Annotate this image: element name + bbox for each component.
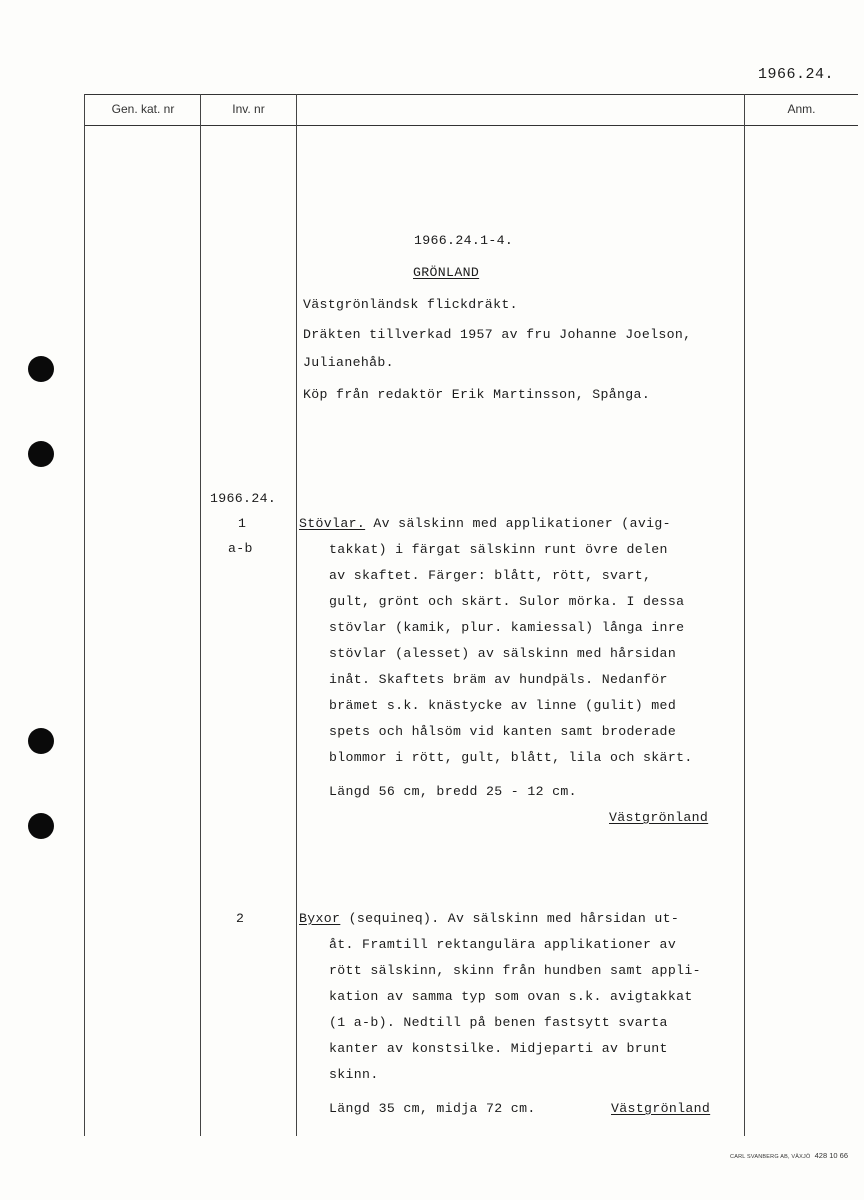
entry-description-line: åt. Framtill rektangulära applikationer av (329, 937, 677, 952)
punch-hole (28, 728, 54, 754)
form-number: 428 10 66 (814, 1151, 848, 1160)
entry-description-line: gult, grönt och skärt. Sulor mörka. I dessa (329, 594, 685, 609)
intro-line: Västgrönländsk flickdräkt. (303, 297, 518, 312)
column-divider-text-anm (744, 94, 745, 1136)
entry-description-line: skinn. (329, 1067, 379, 1082)
entry-measurements: Längd 35 cm, midja 72 cm. (329, 1101, 536, 1116)
entry-description-line: (1 a-b). Nedtill på benen fastsytt svarta (329, 1015, 668, 1030)
entry-description-line: Stövlar. Av sälskinn med applikationer (avig- (299, 516, 671, 531)
entry-title: Byxor (299, 911, 341, 926)
region-heading: GRÖNLAND (413, 265, 480, 280)
punch-hole (28, 813, 54, 839)
column-divider-left (84, 94, 85, 1136)
entry-description-line: Byxor (sequineq). Av sälskinn med hårsidan ut- (299, 911, 680, 926)
page-number: 1966.24. (757, 66, 834, 83)
inventory-number: a-b (228, 541, 253, 556)
entry-description-line: blommor i rött, gult, blått, lila och skärt. (329, 750, 693, 765)
entry-description-line: brämet s.k. knästycke av linne (gulit) med (329, 698, 677, 713)
entry-description-line: av skaftet. Färger: blått, rött, svart, (329, 568, 652, 583)
column-header-gen-kat: Gen. kat. nr (111, 102, 175, 116)
entry-description-line: stövlar (kamik, plur. kamiessal) långa inre (329, 620, 685, 635)
entry-description-line: kation av samma typ som ovan s.k. avigtakkat (329, 989, 693, 1004)
printer-name: CARL SVANBERG AB, VÄXJÖ (730, 1154, 811, 1160)
inventory-number: 1 (238, 516, 247, 531)
punch-hole (28, 441, 54, 467)
intro-line: Köp från redaktör Erik Martinsson, Spånga. (303, 387, 651, 402)
column-divider-gen-inv (200, 94, 201, 1136)
entry-description-line: stövlar (alesset) av sälskinn med hårsidan (329, 646, 677, 661)
entry-description-line: spets och hålsöm vid kanten samt broderade (329, 724, 677, 739)
entry-place: Västgrönland (609, 810, 709, 825)
entry-measurements: Längd 56 cm, bredd 25 - 12 cm. (329, 784, 577, 799)
entry-title: Stövlar. (299, 516, 366, 531)
column-header-inv: Inv. nr (232, 102, 265, 116)
inventory-number: 1966.24. (210, 491, 277, 506)
entry-description-line: rött sälskinn, skinn från hundben samt appli- (329, 963, 701, 978)
intro-line: Julianehåb. (303, 355, 394, 370)
inventory-number: 2 (236, 911, 245, 926)
entry-description-line: kanter av konstsilke. Midjeparti av brunt (329, 1041, 668, 1056)
entry-description-line: takkat) i färgat sälskinn runt övre delen (329, 542, 668, 557)
catalog-number: 1966.24.1-4. (414, 233, 514, 248)
entry-place: Västgrönland (611, 1101, 711, 1116)
printer-imprint (730, 1151, 848, 1160)
intro-line: Dräkten tillverkad 1957 av fru Johanne Joelson, (303, 327, 692, 342)
entry-description-line: inåt. Skaftets bräm av hundpäls. Nedanför (329, 672, 668, 687)
punch-hole (28, 356, 54, 382)
column-divider-inv-text (296, 94, 297, 1136)
column-header-anm: Anm. (787, 102, 816, 116)
